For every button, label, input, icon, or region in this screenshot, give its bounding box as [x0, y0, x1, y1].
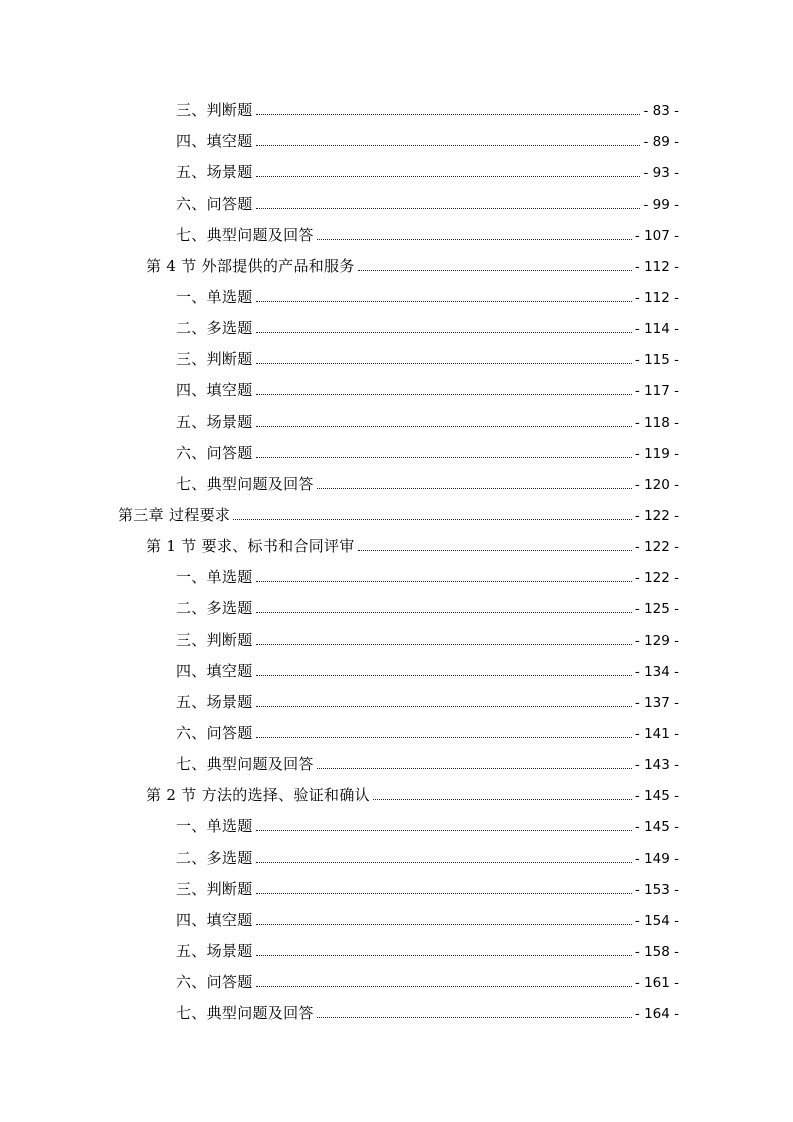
toc-entry-line: [176, 1002, 679, 1023]
toc-entry-line: [176, 660, 679, 681]
toc-entry-line: [176, 379, 679, 400]
toc-entry-line: [176, 878, 679, 899]
dot-leader: [317, 238, 632, 240]
toc-entry-line: [176, 286, 679, 307]
toc-entry-line: [176, 130, 679, 151]
dot-leader: [256, 736, 632, 738]
toc-page-number[interactable]: - 112 -: [634, 289, 679, 306]
toc-page-number[interactable]: - 154 -: [634, 912, 679, 929]
toc-entry-title[interactable]: 三、判断题: [176, 101, 253, 120]
toc-page-number[interactable]: - 114 -: [634, 321, 679, 338]
toc-entry[interactable]: [0, 500, 793, 531]
dot-leader: [256, 954, 632, 956]
dot-leader: [256, 643, 632, 645]
toc-entry-title[interactable]: 第 2 节 方法的选择、验证和确认: [146, 786, 370, 805]
dot-leader: [256, 923, 632, 925]
toc-page-number[interactable]: - 122 -: [634, 570, 679, 587]
dot-leader: [256, 611, 632, 613]
toc-page-number[interactable]: - 153 -: [634, 881, 679, 898]
toc-entry[interactable]: [0, 531, 793, 562]
toc-entry-line: [176, 442, 679, 463]
dot-leader: [256, 705, 632, 707]
toc-entry[interactable]: [0, 967, 793, 998]
toc-entry-title[interactable]: 六、问答题: [176, 973, 253, 992]
toc-page-number[interactable]: - 115 -: [634, 352, 679, 369]
toc-entry[interactable]: [0, 126, 793, 157]
toc-entry[interactable]: [0, 936, 793, 967]
dot-leader: [256, 175, 641, 177]
toc-entry[interactable]: [0, 157, 793, 188]
toc-entry-title[interactable]: 七、典型问题及回答: [176, 225, 314, 244]
toc-entry[interactable]: [0, 313, 793, 344]
toc-entry[interactable]: [0, 687, 793, 718]
toc-entry-title[interactable]: 五、场景题: [176, 941, 253, 960]
toc-entry[interactable]: [0, 842, 793, 873]
dot-leader: [317, 767, 632, 769]
toc-entry-line: [176, 597, 679, 618]
toc-entry[interactable]: [0, 188, 793, 219]
toc-entry-line: [176, 629, 679, 650]
toc-entry[interactable]: [0, 220, 793, 251]
toc-page-number[interactable]: - 89 -: [643, 134, 679, 151]
dot-leader: [358, 549, 632, 551]
toc-page-number[interactable]: - 161 -: [634, 975, 679, 992]
toc-page-number[interactable]: - 158 -: [634, 943, 679, 960]
toc-entry-line: [146, 784, 679, 805]
toc-entry[interactable]: [0, 593, 793, 624]
toc-entry-line: [176, 815, 679, 836]
toc-entry-line: [146, 535, 679, 556]
toc-entry-title[interactable]: 一、单选题: [176, 817, 253, 836]
toc-entry-line: [146, 255, 679, 276]
toc-entry-title[interactable]: 五、场景题: [176, 163, 253, 182]
toc-page-number[interactable]: - 119 -: [634, 445, 679, 462]
table-of-contents: [0, 95, 793, 1029]
toc-entry-title[interactable]: 六、问答题: [176, 723, 253, 742]
toc-entry[interactable]: [0, 780, 793, 811]
toc-entry-title[interactable]: 七、典型问题及回答: [176, 1004, 314, 1023]
toc-page-number[interactable]: - 99 -: [643, 196, 679, 213]
toc-page-number[interactable]: - 134 -: [634, 663, 679, 680]
toc-entry-line: [176, 971, 679, 992]
toc-entry[interactable]: [0, 656, 793, 687]
dot-leader: [233, 518, 632, 520]
toc-entry[interactable]: [0, 718, 793, 749]
toc-page-number[interactable]: - 117 -: [634, 383, 679, 400]
dot-leader: [317, 487, 632, 489]
toc-entry[interactable]: [0, 749, 793, 780]
toc-page-number[interactable]: - 118 -: [634, 414, 679, 431]
toc-entry-title[interactable]: 六、问答题: [176, 194, 253, 213]
toc-page-number[interactable]: - 120 -: [634, 476, 679, 493]
dot-leader: [373, 798, 632, 800]
toc-page-number[interactable]: - 143 -: [634, 757, 679, 774]
toc-entry-title[interactable]: 第 4 节 外部提供的产品和服务: [146, 256, 355, 275]
toc-entry-line: [176, 847, 679, 868]
toc-entry-line: [176, 348, 679, 369]
toc-entry-title[interactable]: 二、多选题: [176, 319, 253, 338]
dot-leader: [256, 207, 641, 209]
toc-entry-title[interactable]: 二、多选题: [176, 599, 253, 618]
toc-entry-line: [118, 504, 679, 525]
toc-entry[interactable]: [0, 874, 793, 905]
toc-page-number[interactable]: - 164 -: [634, 1006, 679, 1023]
toc-page-number[interactable]: - 129 -: [634, 632, 679, 649]
dot-leader: [317, 1016, 632, 1018]
toc-entry[interactable]: [0, 811, 793, 842]
toc-entry-title[interactable]: 四、填空题: [176, 661, 253, 680]
toc-page-number[interactable]: - 125 -: [634, 601, 679, 618]
dot-leader: [256, 892, 632, 894]
toc-page-number[interactable]: - 145 -: [634, 788, 679, 805]
toc-entry-title[interactable]: 三、判断题: [176, 630, 253, 649]
toc-entry[interactable]: [0, 624, 793, 655]
toc-entry[interactable]: [0, 95, 793, 126]
toc-entry-title[interactable]: 二、多选题: [176, 848, 253, 867]
dot-leader: [358, 269, 632, 271]
dot-leader: [256, 456, 632, 458]
toc-entry-title[interactable]: 六、问答题: [176, 443, 253, 462]
toc-entry[interactable]: [0, 406, 793, 437]
dot-leader: [256, 113, 641, 115]
toc-entry-title[interactable]: 第三章 过程要求: [118, 505, 231, 524]
toc-entry[interactable]: [0, 469, 793, 500]
toc-page-number[interactable]: - 145 -: [634, 819, 679, 836]
toc-entry-line: [176, 566, 679, 587]
toc-page-number[interactable]: - 83 -: [643, 103, 679, 120]
toc-entry-title[interactable]: 三、判断题: [176, 879, 253, 898]
dot-leader: [256, 393, 632, 395]
toc-entry[interactable]: [0, 905, 793, 936]
toc-entry-title[interactable]: 五、场景题: [176, 692, 253, 711]
toc-page-number[interactable]: - 141 -: [634, 725, 679, 742]
toc-entry-line: [176, 722, 679, 743]
toc-entry-title[interactable]: 四、填空题: [176, 910, 253, 929]
toc-entry[interactable]: [0, 375, 793, 406]
toc-entry[interactable]: [0, 282, 793, 313]
toc-entry-title[interactable]: 七、典型问题及回答: [176, 755, 314, 774]
toc-entry-title[interactable]: 三、判断题: [176, 350, 253, 369]
toc-entry[interactable]: [0, 438, 793, 469]
dot-leader: [256, 580, 632, 582]
toc-entry[interactable]: [0, 251, 793, 282]
dot-leader: [256, 144, 641, 146]
toc-entry-line: [176, 940, 679, 961]
toc-page-number[interactable]: - 137 -: [634, 694, 679, 711]
toc-entry[interactable]: [0, 344, 793, 375]
toc-entry-line: [176, 224, 679, 245]
toc-entry-line: [176, 411, 679, 432]
toc-page-number[interactable]: - 149 -: [634, 850, 679, 867]
toc-entry-line: [176, 99, 679, 120]
toc-entry[interactable]: [0, 562, 793, 593]
toc-entry-line: [176, 193, 679, 214]
toc-entry-line: [176, 473, 679, 494]
toc-page-number[interactable]: - 93 -: [643, 165, 679, 182]
toc-entry-line: [176, 691, 679, 712]
dot-leader: [256, 300, 632, 302]
toc-page-number[interactable]: - 112 -: [634, 258, 679, 275]
toc-entry-title[interactable]: 七、典型问题及回答: [176, 474, 314, 493]
toc-page-number[interactable]: - 122 -: [634, 539, 679, 556]
toc-entry-line: [176, 317, 679, 338]
dot-leader: [256, 985, 632, 987]
toc-entry-title[interactable]: 四、填空题: [176, 381, 253, 400]
toc-page-number[interactable]: - 107 -: [634, 227, 679, 244]
toc-entry-line: [176, 753, 679, 774]
dot-leader: [256, 425, 632, 427]
toc-entry-title[interactable]: 四、填空题: [176, 132, 253, 151]
toc-entry-line: [176, 161, 679, 182]
dot-leader: [256, 829, 632, 831]
toc-entry-title[interactable]: 一、单选题: [176, 287, 253, 306]
toc-entry-title[interactable]: 五、场景题: [176, 412, 253, 431]
toc-page-number[interactable]: - 122 -: [634, 507, 679, 524]
toc-entry-line: [176, 909, 679, 930]
dot-leader: [256, 861, 632, 863]
dot-leader: [256, 362, 632, 364]
toc-entry-title[interactable]: 第 1 节 要求、标书和合同评审: [146, 537, 355, 556]
dot-leader: [256, 674, 632, 676]
dot-leader: [256, 331, 632, 333]
toc-entry-title[interactable]: 一、单选题: [176, 568, 253, 587]
toc-entry[interactable]: [0, 998, 793, 1029]
